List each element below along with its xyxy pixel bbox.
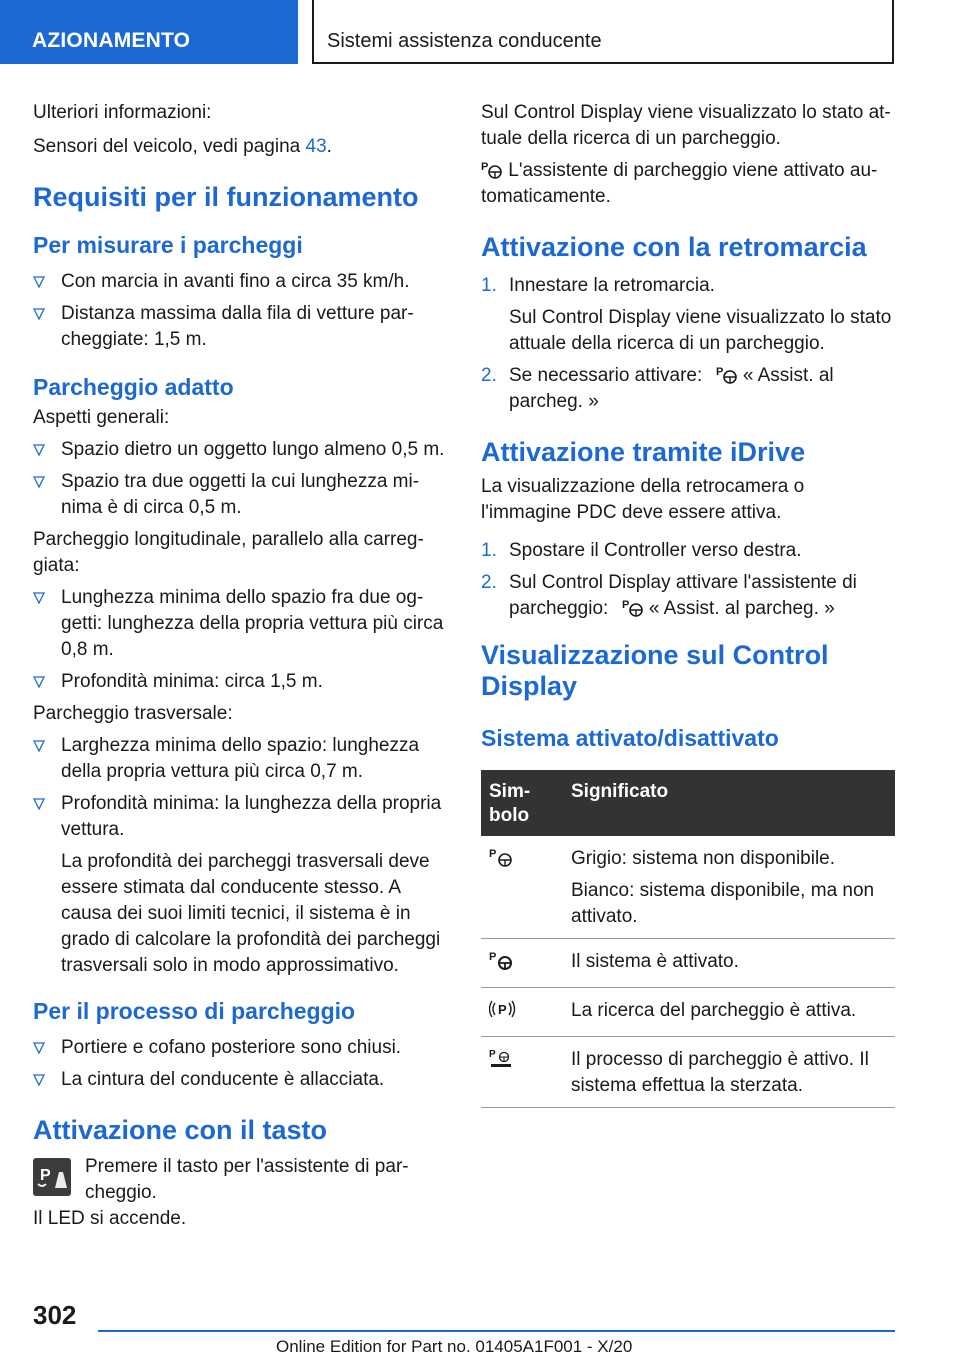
list-item: 1. Innestare la retromarcia. Sul Control Display viene visualizzato lo stato attuale della ricerca di un parcheggio. [481, 275, 892, 354]
triangle-bullet-icon [33, 308, 45, 320]
list-longitudinale [33, 585, 451, 695]
tasto-text: Premere il tasto per l'assistente di parcheggio. [85, 1156, 409, 1203]
svg-text:P: P [40, 1167, 51, 1184]
svg-text:P: P [481, 161, 489, 173]
page-number: 302 [33, 1300, 77, 1330]
more-info-label: Ulteriori informazioni: [33, 102, 212, 123]
meaning-cell: Il sistema è attivato. [563, 939, 895, 988]
heading-misurare: Per misurare i parcheggi [33, 232, 303, 258]
list-item: Profondità minima: la lunghezza della propria vettura. La profondità dei parcheggi trasversali deve essere stimata dal conducente stesso. A causa dei suoi limiti tecnici, il sistema è in grado di calcolare la profondità dei parcheggi trasversali solo in modo approssimativo. [33, 791, 451, 979]
list-misurare [33, 269, 451, 353]
list-item: 2. Sul Control Display attivare l'assistente di parcheggio: P « Assist. al parcheg. » [481, 572, 857, 619]
sensors-ref-end: . [326, 136, 332, 157]
list-item: Profondità minima: circa 1,5 m. [33, 669, 451, 695]
symbol-cell [481, 836, 563, 939]
longitudinale-label: Parcheggio longitudinale, parallelo alla carreggiata: [33, 529, 424, 576]
heading-requisiti: Requisiti per il funzionamento [33, 182, 419, 212]
triangle-bullet-icon [33, 592, 45, 604]
triangle-bullet-icon [33, 276, 45, 288]
triangle-bullet-icon [33, 1042, 45, 1054]
heading-sistema: Sistema attivato/disattivato [481, 725, 779, 751]
heading-tasto: Attivazione con il tasto [33, 1115, 328, 1145]
section-title: AZIONAMENTO [32, 29, 191, 52]
parking-search-icon [489, 998, 517, 1020]
edition-footer: Online Edition for Part no. 01405A1F001 - X/20 [276, 1337, 633, 1356]
list-item: Spazio dietro un oggetto lungo almeno 0,5 m. [33, 437, 451, 463]
generali-label: Aspetti generali: [33, 407, 170, 428]
list-item: Con marcia in avanti fino a circa 35 km/h. [33, 269, 451, 295]
list-item: 1. Spostare il Controller verso destra. [481, 540, 802, 561]
parking-button-row [33, 1154, 451, 1206]
meaning-cell: La ricerca del parcheggio è attiva. [563, 988, 895, 1037]
meaning-cell: Grigio: sistema non disponibile. Bianco: sistema disponibile, ma non attivato. [563, 836, 895, 939]
sensors-reference [33, 134, 451, 160]
list-item: Distanza massima dalla fila di vetture parcheggiate: 1,5 m. [33, 301, 451, 353]
parking-assist-grey-icon [489, 846, 515, 868]
table-row [481, 1037, 895, 1108]
symbol-cell [481, 939, 563, 988]
list-item: La cintura del conducente è allacciata. [33, 1067, 451, 1093]
parking-assist-icon [708, 364, 738, 384]
parking-assist-icon [614, 597, 644, 617]
parking-assist-icon [481, 159, 503, 179]
meaning-cell: Il processo di parcheggio è attivo. Il sistema effettua la sterzata. [563, 1037, 895, 1108]
list-generali [33, 437, 451, 521]
left-column [33, 100, 451, 1232]
col-header-symbol: Simbolo [481, 770, 563, 836]
triangle-bullet-icon [33, 1074, 45, 1086]
right-column [481, 100, 895, 1108]
table-row [481, 939, 895, 988]
heading-adatto: Parcheggio adatto [33, 374, 234, 400]
list-item: Lunghezza minima dello spazio fra due oggetti: lunghezza della propria vettura più circa 0,8 m. [33, 585, 451, 663]
chapter-tab [312, 0, 894, 64]
parking-assist-active-icon [489, 949, 515, 971]
idrive-text: La visualizzazione della retrocamera o l'immagine PDC deve essere attiva. [481, 476, 805, 523]
list-item: Larghezza minima dello spazio: lunghezza della propria vettura più circa 0,7 m. [33, 733, 451, 785]
triangle-bullet-icon [33, 740, 45, 752]
table-header-row [481, 770, 895, 836]
led-text: Il LED si accende. [33, 1208, 187, 1229]
list-idrive [481, 538, 895, 622]
sensors-ref-text: Sensori del veicolo, vedi pagina [33, 136, 301, 157]
list-trasversale [33, 733, 451, 979]
svg-text:P: P [489, 848, 497, 860]
trasversale-note: La profondità dei parcheggi trasversali deve essere stimata dal conducente stesso. A causa dei suoi limiti tecnici, il sistema è in grado di calcolare la profondità dei parcheggi trasversali solo in modo approssimativo. [61, 851, 441, 976]
triangle-bullet-icon [33, 798, 45, 810]
list-item: Portiere e cofano posteriore sono chiusi. [33, 1035, 451, 1061]
heading-idrive: Attivazione tramite iDrive [481, 437, 806, 467]
col-header-meaning: Significato [563, 770, 895, 836]
intro-text: Sul Control Display viene visualizzato lo stato attuale della ricerca di un parcheggio. [481, 102, 891, 149]
symbol-cell [481, 988, 563, 1037]
list-item: Spazio tra due oggetti la cui lunghezza minima è di circa 0,5 m. [33, 469, 451, 521]
list-retromarcia [481, 273, 895, 415]
list-item: 2. Se necessario attivare: P « Assist. al parcheg. » [481, 365, 834, 412]
symbol-cell [481, 1037, 563, 1108]
heading-processo: Per il processo di parcheggio [33, 998, 356, 1024]
page-link-43[interactable]: 43 [305, 136, 327, 157]
parking-assist-button-icon [33, 1158, 71, 1196]
chapter-title: Sistemi assistenza conducente [327, 30, 602, 52]
list-processo [33, 1035, 451, 1093]
parking-auto-icon [489, 1047, 515, 1069]
auto-activation-text: P L'assistente di parcheggio viene attivato automaticamente. [481, 160, 878, 207]
heading-visualizzazione: Visualizzazione sul Control Display [481, 640, 829, 701]
triangle-bullet-icon [33, 676, 45, 688]
symbol-table [481, 770, 895, 1108]
footer-divider [98, 1330, 895, 1332]
svg-text:P: P [715, 366, 723, 378]
section-tab [0, 0, 298, 64]
svg-text:P: P [489, 951, 497, 963]
svg-text:P: P [621, 599, 629, 611]
trasversale-label: Parcheggio trasversale: [33, 703, 233, 724]
triangle-bullet-icon [33, 444, 45, 456]
table-row [481, 988, 895, 1037]
heading-retromarcia: Attivazione con la retromarcia [481, 232, 867, 262]
triangle-bullet-icon [33, 476, 45, 488]
svg-text:P: P [498, 1002, 507, 1017]
table-row [481, 836, 895, 939]
svg-text:P: P [489, 1049, 496, 1060]
